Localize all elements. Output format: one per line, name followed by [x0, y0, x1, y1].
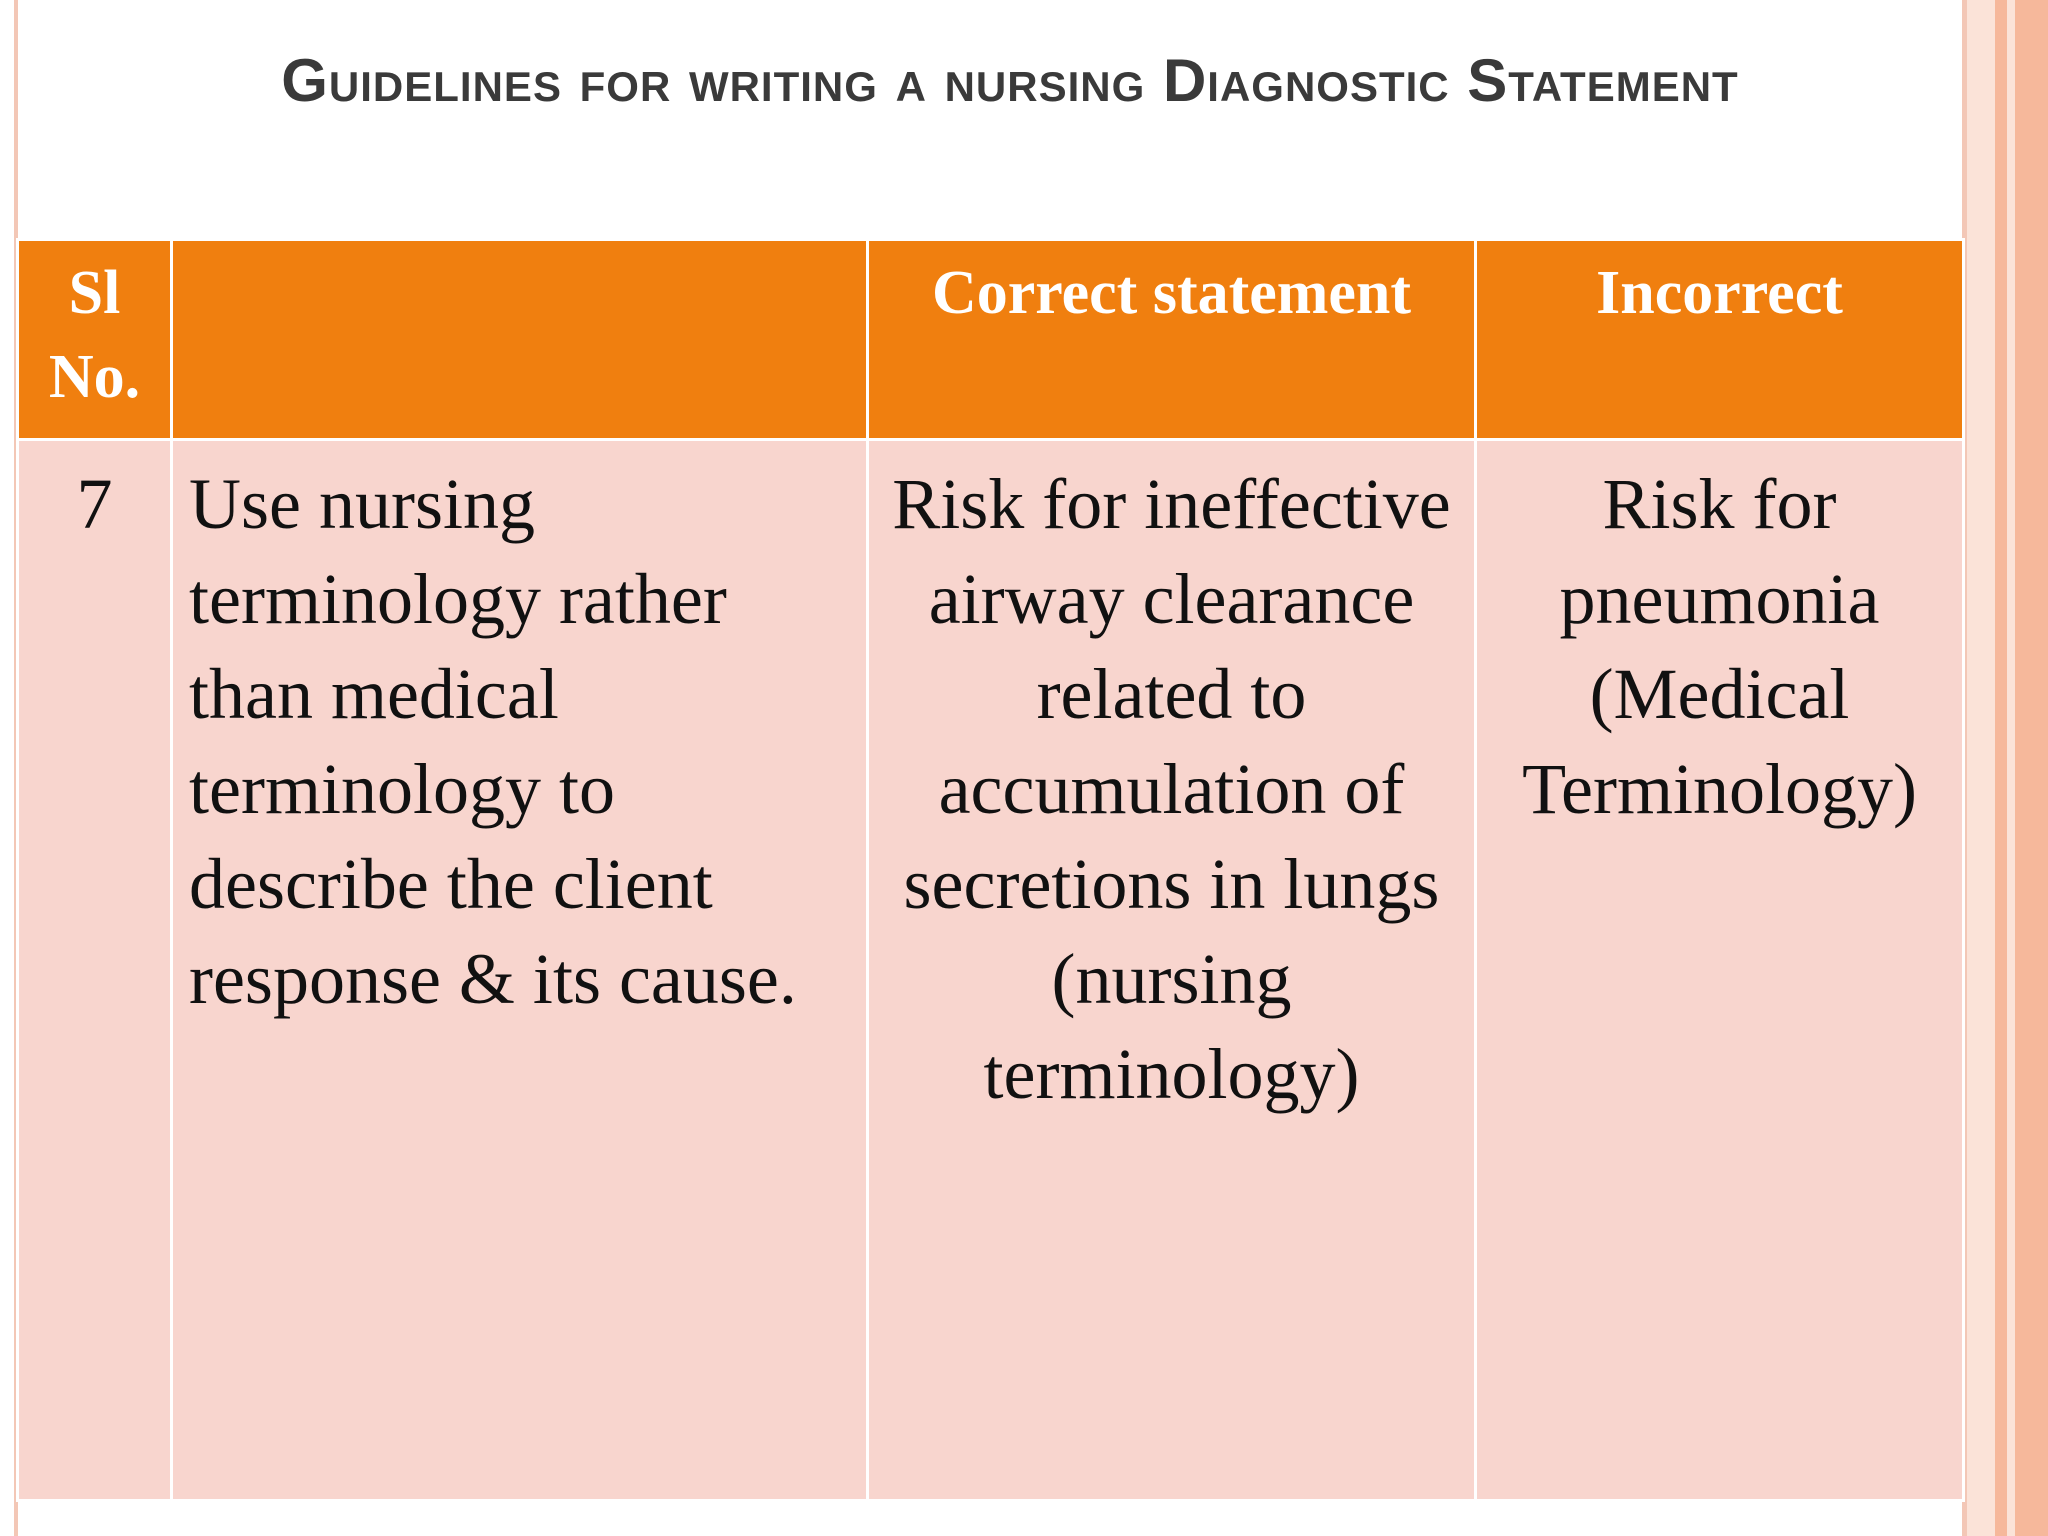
incorrect-text: Risk for pneumonia (Medical Terminology) [1522, 464, 1917, 829]
cell-correct [868, 440, 1476, 1501]
cell-guideline [172, 440, 868, 1501]
right-border-band-2 [2015, 0, 2048, 1536]
guidelines-table [16, 238, 1965, 1502]
header-incorrect: Incorrect [1476, 240, 1964, 440]
right-border-gap-2 [2007, 0, 2015, 1536]
table-header-row [18, 240, 1964, 440]
table-row [18, 440, 1964, 1501]
correct-text: Risk for ineffective airway clearance related to accumulation of secretions in lungs (nursing terminology) [892, 464, 1451, 1114]
sl-no-text: 7 [76, 464, 113, 544]
header-correct-statement: Correct statement [868, 240, 1476, 440]
right-border-band-1 [1995, 0, 2007, 1536]
right-decorative-border [1962, 0, 2048, 1536]
cell-incorrect [1476, 440, 1964, 1501]
right-border-gap [1967, 0, 1995, 1536]
slide-title: Guidelines for writing a nursing Diagnostic Statement [281, 47, 1739, 114]
header-sl-no: Sl No. [18, 240, 172, 440]
header-guideline [172, 240, 868, 440]
guideline-text: Use nursing terminology rather than medical terminology to describe the client response & its cause. [189, 464, 797, 1019]
cell-sl-no [18, 440, 172, 1501]
